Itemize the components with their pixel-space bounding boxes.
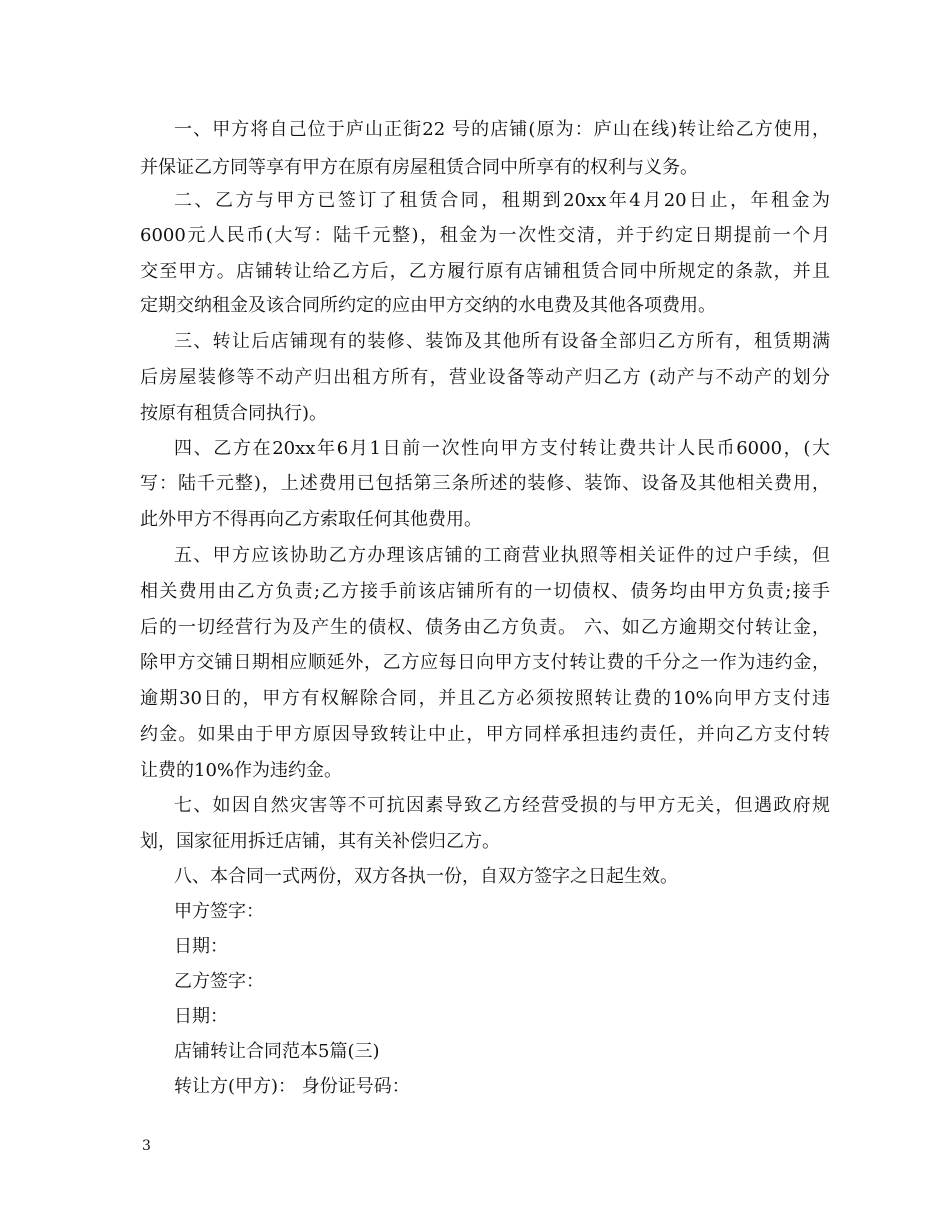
party-b-date-label: 日期： <box>174 1006 228 1027</box>
clause-2-line-3: 交至甲方。店铺转让给乙方后，乙方履行原有店铺租赁合同中所规定的条款，并且 <box>140 261 830 282</box>
clause-3-line-2: 后房屋装修等不动产归出租方所有，营业设备等动产归乙方 (动产与不动产的划分 <box>140 367 830 388</box>
page-number: 3 <box>142 1138 151 1154</box>
clause-5-line-1: 五、甲方应该协助乙方办理该店铺的工商营业执照等相关证件的过户手续，但 <box>174 545 830 566</box>
clause-5-line-3: 后的一切经营行为及产生的债权、债务由乙方负责。 六、如乙方逾期交付转让金， <box>140 617 830 638</box>
clause-3-line-3: 按原有租赁合同执行)。 <box>140 403 328 424</box>
clause-5-line-2: 相关费用由乙方负责;乙方接手前该店铺所有的一切债权、债务均由甲方负责;接手 <box>140 581 830 602</box>
clause-3-line-1: 三、转让后店铺现有的装修、装饰及其他所有设备全部归乙方所有，租赁期满 <box>174 331 830 352</box>
transferor-id-label: 转让方(甲方)： 身份证号码： <box>174 1076 410 1097</box>
clause-7-line-1: 七、如因自然灾害等不可抗因素导致乙方经营受损的与甲方无关，但遇政府规 <box>174 795 830 816</box>
party-b-signature-label: 乙方签字： <box>174 971 264 992</box>
party-a-date-label: 日期： <box>174 936 228 957</box>
clause-6-line-2: 逾期30日的，甲方有权解除合同，并且乙方必须按照转让费的10%向甲方支付违 <box>140 688 830 709</box>
clause-1-line-1: 一、甲方将自己位于庐山正街22 号的店铺(原为：庐山在线)转让给乙方使用， <box>174 119 830 140</box>
section-heading: 店铺转让合同范本5篇(三) <box>174 1041 380 1062</box>
clause-2-line-1: 二、乙方与甲方已签订了租赁合同，租期到20xx年4月20日止，年租金为 <box>174 190 830 211</box>
clause-6-line-4: 让费的10%作为违约金。 <box>140 760 343 781</box>
clause-1-line-2: 并保证乙方同等享有甲方在原有房屋租赁合同中所享有的权利与义务。 <box>140 157 698 178</box>
clause-4-line-3: 此外甲方不得再向乙方索取任何其他费用。 <box>140 509 482 530</box>
clause-8-line-1: 八、本合同一式两份，双方各执一份，自双方签字之日起生效。 <box>174 866 678 887</box>
clause-2-line-4: 定期交纳租金及该合同所约定的应由甲方交纳的水电费及其他各项费用。 <box>140 295 716 316</box>
clause-7-line-2: 划，国家征用拆迁店铺，其有关补偿归乙方。 <box>140 831 500 852</box>
clause-6-line-3: 约金。如果由于甲方原因导致转让中止，甲方同样承担违约责任，并向乙方支付转 <box>140 724 830 745</box>
clause-6-line-1: 除甲方交铺日期相应顺延外，乙方应每日向甲方支付转让费的千分之一作为违约金， <box>140 652 830 673</box>
clause-2-line-2: 6000元人民币(大写：陆千元整)，租金为一次性交清，并于约定日期提前一个月 <box>140 225 830 246</box>
clause-4-line-1: 四、乙方在20xx年6月1日前一次性向甲方支付转让费共计人民币6000，(大 <box>174 438 830 459</box>
clause-4-line-2: 写：陆千元整)，上述费用已包括第三条所述的装修、装饰、设备及其他相关费用， <box>140 473 830 494</box>
party-a-signature-label: 甲方签字： <box>174 901 264 922</box>
